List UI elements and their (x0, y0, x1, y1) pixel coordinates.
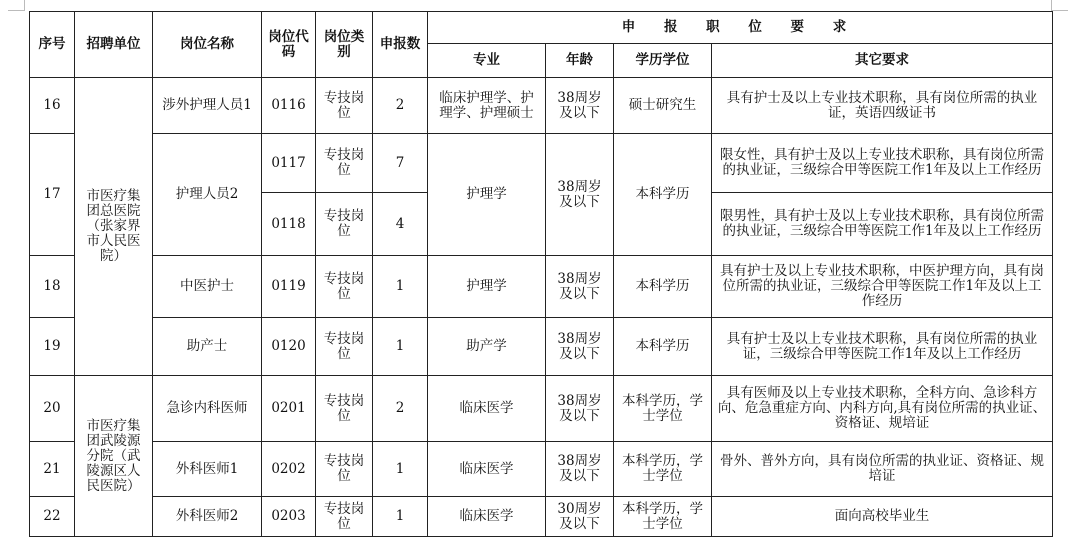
age-cell: 38周岁及以下 (546, 318, 614, 376)
position-cell: 助产士 (153, 318, 262, 376)
position-cell: 中医护士 (153, 256, 262, 318)
category-cell: 专技岗位 (316, 318, 373, 376)
major-cell: 助产学 (428, 318, 546, 376)
count-cell: 1 (373, 318, 428, 376)
age-cell: 30周岁及以下 (546, 497, 614, 537)
header-major: 专业 (428, 44, 546, 78)
seq-cell: 20 (30, 376, 75, 442)
count-cell: 2 (373, 376, 428, 442)
header-requirements-group: 申 报 职 位 要 求 (428, 12, 1053, 44)
unit-cell: 市医疗集团总医院（张家界市人民医院） (75, 78, 153, 376)
other-cell: 骨外、普外方向，具有岗位所需的执业证、资格证、规培证 (712, 442, 1053, 497)
page-corner-mark (1051, 0, 1068, 11)
table-row (30, 497, 1053, 537)
major-cell: 临床护理学、护理学、护理硕士 (428, 78, 546, 134)
other-cell: 具有护士及以上专业技术职称，中医护理方向，具有岗位所需的执业证，三级综合甲等医院工作1年及以上工作经历 (712, 256, 1053, 318)
other-cell: 限女性，具有护士及以上专业技术职称，具有岗位所需的执业证，三级综合甲等医院工作1年及以上工作经历 (712, 134, 1053, 193)
education-cell: 本科学历 (614, 134, 712, 256)
count-cell: 1 (373, 497, 428, 537)
seq-cell: 16 (30, 78, 75, 134)
major-cell: 临床医学 (428, 376, 546, 442)
header-unit: 招聘单位 (75, 12, 153, 78)
position-cell: 外科医师1 (153, 442, 262, 497)
count-cell: 4 (373, 193, 428, 256)
seq-cell: 22 (30, 497, 75, 537)
category-cell: 专技岗位 (316, 78, 373, 134)
code-cell: 0203 (262, 497, 316, 537)
unit-cell: 市医疗集团武陵源分院（武陵源区人民医院） (75, 376, 153, 537)
category-cell: 专技岗位 (316, 256, 373, 318)
count-cell: 1 (373, 256, 428, 318)
seq-cell: 19 (30, 318, 75, 376)
age-cell: 38周岁及以下 (546, 376, 614, 442)
seq-cell: 17 (30, 134, 75, 256)
other-cell: 具有医师及以上专业技术职称，全科方向、急诊科方向、危急重症方向、内科方向,具有岗位所需的执业证、资格证、规培证 (712, 376, 1053, 442)
table-row (30, 256, 1053, 318)
education-cell: 本科学历 (614, 318, 712, 376)
category-cell: 专技岗位 (316, 376, 373, 442)
other-cell: 面向高校毕业生 (712, 497, 1053, 537)
header-age: 年龄 (546, 44, 614, 78)
header-count: 申报数 (373, 12, 428, 78)
code-cell: 0119 (262, 256, 316, 318)
header-code: 岗位代码 (262, 12, 316, 78)
count-cell: 2 (373, 78, 428, 134)
age-cell: 38周岁及以下 (546, 442, 614, 497)
code-cell: 0201 (262, 376, 316, 442)
code-cell: 0116 (262, 78, 316, 134)
age-cell: 38周岁及以下 (546, 134, 614, 256)
count-cell: 1 (373, 442, 428, 497)
other-cell: 限男性，具有护士及以上专业技术职称，具有岗位所需的执业证，三级综合甲等医院工作1年及以上工作经历 (712, 193, 1053, 256)
position-cell: 急诊内科医师 (153, 376, 262, 442)
table-row (30, 318, 1053, 376)
education-cell: 本科学历 (614, 256, 712, 318)
age-cell: 38周岁及以下 (546, 256, 614, 318)
count-cell: 7 (373, 134, 428, 193)
header-row (30, 12, 1053, 44)
position-cell: 护理人员2 (153, 134, 262, 256)
header-seq: 序号 (30, 12, 75, 78)
header-category: 岗位类别 (316, 12, 373, 78)
education-cell: 本科学历，学士学位 (614, 442, 712, 497)
education-cell: 本科学历，学士学位 (614, 497, 712, 537)
major-cell: 护理学 (428, 256, 546, 318)
category-cell: 专技岗位 (316, 442, 373, 497)
page-corner-mark (8, 0, 25, 11)
code-cell: 0202 (262, 442, 316, 497)
category-cell: 专技岗位 (316, 193, 373, 256)
code-cell: 0120 (262, 318, 316, 376)
header-other: 其它要求 (712, 44, 1053, 78)
age-cell: 38周岁及以下 (546, 78, 614, 134)
other-cell: 具有护士及以上专业技术职称，具有岗位所需的执业证，三级综合甲等医院工作1年及以上工作经历 (712, 318, 1053, 376)
major-cell: 临床医学 (428, 497, 546, 537)
position-cell: 涉外护理人员1 (153, 78, 262, 134)
other-cell: 具有护士及以上专业技术职称，具有岗位所需的执业证，英语四级证书 (712, 78, 1053, 134)
table-row (30, 134, 1053, 193)
header-education: 学历学位 (614, 44, 712, 78)
education-cell: 硕士研究生 (614, 78, 712, 134)
recruitment-table (29, 11, 1053, 537)
code-cell: 0117 (262, 134, 316, 193)
table-row (30, 78, 1053, 134)
category-cell: 专技岗位 (316, 134, 373, 193)
header-position: 岗位名称 (153, 12, 262, 78)
table-row (30, 376, 1053, 442)
code-cell: 0118 (262, 193, 316, 256)
position-cell: 外科医师2 (153, 497, 262, 537)
table-row (30, 442, 1053, 497)
seq-cell: 21 (30, 442, 75, 497)
category-cell: 专技岗位 (316, 497, 373, 537)
major-cell: 临床医学 (428, 442, 546, 497)
seq-cell: 18 (30, 256, 75, 318)
major-cell: 护理学 (428, 134, 546, 256)
education-cell: 本科学历，学士学位 (614, 376, 712, 442)
